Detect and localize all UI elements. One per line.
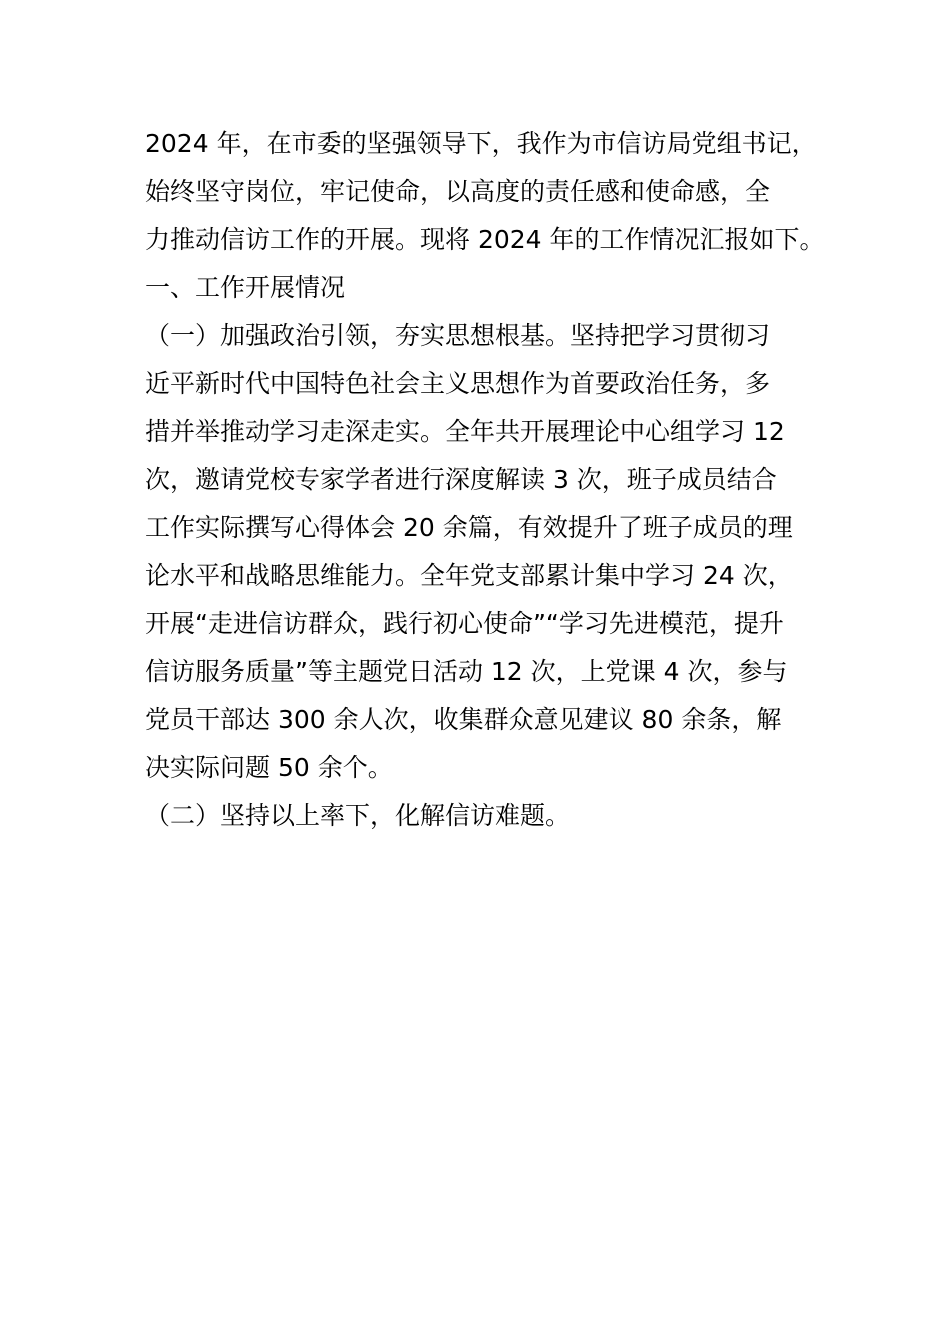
subsection-1-line-1: （一）加强政治引领，夯实思想根基。坚持把学习贯彻习 <box>145 321 771 350</box>
subsection-1-line-3: 措并举推动学习走深走实。全年共开展理论中心组学习 12 <box>145 417 785 446</box>
section-heading-1: 一、工作开展情况 <box>145 273 346 302</box>
subsection-1-line-10: 决实际问题 50 余个。 <box>145 753 393 782</box>
intro-line-3: 力推动信访工作的开展。现将 2024 年的工作情况汇报如下。 <box>145 225 825 254</box>
intro-line-1: 2024 年，在市委的坚强领导下，我作为市信访局党组书记， <box>145 129 817 158</box>
intro-line-2: 始终坚守岗位，牢记使命，以高度的责任感和使命感，全 <box>145 177 771 206</box>
subsection-1-line-5: 工作实际撰写心得体会 20 余篇，有效提升了班子成员的理 <box>145 513 793 542</box>
subsection-2-heading: （二）坚持以上率下，化解信访难题。 <box>145 801 571 830</box>
subsection-1-line-8: 信访服务质量”等主题党日活动 12 次，上党课 4 次，参与 <box>145 657 788 686</box>
subsection-1-line-4: 次，邀请党校专家学者进行深度解读 3 次，班子成员结合 <box>145 465 777 494</box>
subsection-1-line-9: 党员干部达 300 余人次，收集群众意见建议 80 余条，解 <box>145 705 782 734</box>
subsection-1-line-6: 论水平和战略思维能力。全年党支部累计集中学习 24 次， <box>145 561 793 590</box>
subsection-1-line-2: 近平新时代中国特色社会主义思想作为首要政治任务，多 <box>145 369 771 398</box>
subsection-1-line-7: 开展“走进信访群众，践行初心使命”“学习先进模范，提升 <box>145 609 784 638</box>
document-body <box>145 120 845 840</box>
